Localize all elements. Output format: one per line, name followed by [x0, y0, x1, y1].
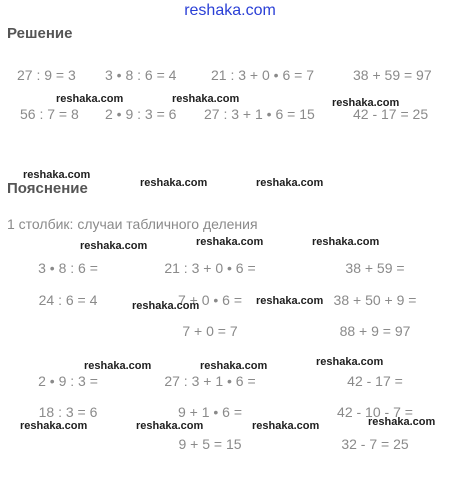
watermark: reshaka.com	[172, 93, 240, 105]
watermark: reshaka.com	[84, 360, 152, 372]
solution-eq: 2 • 9 : 3 = 6	[105, 106, 177, 122]
watermark: reshaka.com	[80, 240, 148, 252]
watermark: reshaka.com	[316, 356, 384, 368]
watermark: reshaka.com	[20, 420, 88, 432]
solution-eq: 21 : 3 + 0 • 6 = 7	[211, 67, 314, 83]
explanation-step: 38 + 59 =	[345, 260, 405, 276]
explanation-step: 27 : 3 + 1 • 6 =	[164, 373, 256, 389]
solution-eq: 27 : 3 + 1 • 6 = 15	[204, 106, 315, 122]
explanation-step: 7 + 0 • 6 =	[177, 292, 243, 308]
explanation-heading: Пояснение	[7, 180, 88, 197]
explanation-step: 42 - 10 - 7 =	[337, 404, 413, 420]
solution-eq: 56 : 7 = 8	[20, 106, 79, 122]
explanation-step: 9 + 1 • 6 =	[177, 404, 243, 420]
explanation-step: 42 - 17 =	[347, 373, 403, 389]
watermark: reshaka.com	[256, 177, 324, 189]
explanation-step: 2 • 9 : 3 =	[38, 373, 98, 389]
explanation-step: 21 : 3 + 0 • 6 =	[164, 260, 256, 276]
watermark: reshaka.com	[252, 420, 320, 432]
solution-eq: 42 - 17 = 25	[353, 106, 429, 122]
explanation-note: 1 столбик: случаи табличного деления	[7, 216, 258, 232]
watermark: reshaka.com	[132, 300, 200, 312]
solution-eq: 3 • 8 : 6 = 4	[105, 67, 177, 83]
watermark: reshaka.com	[23, 169, 91, 181]
explanation-step: 18 : 3 = 6	[38, 404, 98, 420]
explanation-step: 38 + 50 + 9 =	[333, 292, 417, 308]
explanation-step: 9 + 5 = 15	[178, 436, 242, 452]
watermark: reshaka.com	[200, 360, 268, 372]
watermark: reshaka.com	[312, 236, 380, 248]
explanation-step: 3 • 8 : 6 =	[38, 260, 98, 276]
explanation-step: 24 : 6 = 4	[38, 292, 98, 308]
watermark: reshaka.com	[56, 93, 124, 105]
solution-heading: Решение	[7, 25, 73, 42]
watermark: reshaka.com	[136, 420, 204, 432]
explanation-step: 32 - 7 = 25	[341, 436, 409, 452]
solution-eq: 27 : 9 = 3	[17, 67, 76, 83]
watermark: reshaka.com	[196, 236, 264, 248]
watermark: reshaka.com	[140, 177, 208, 189]
explanation-step: 7 + 0 = 7	[182, 323, 238, 339]
solution-eq: 38 + 59 = 97	[353, 67, 432, 83]
explanation-step: 88 + 9 = 97	[339, 323, 411, 339]
site-title: reshaka.com	[184, 2, 276, 19]
watermark: reshaka.com	[256, 295, 324, 307]
watermark: reshaka.com	[368, 416, 436, 428]
watermark: reshaka.com	[332, 97, 400, 109]
